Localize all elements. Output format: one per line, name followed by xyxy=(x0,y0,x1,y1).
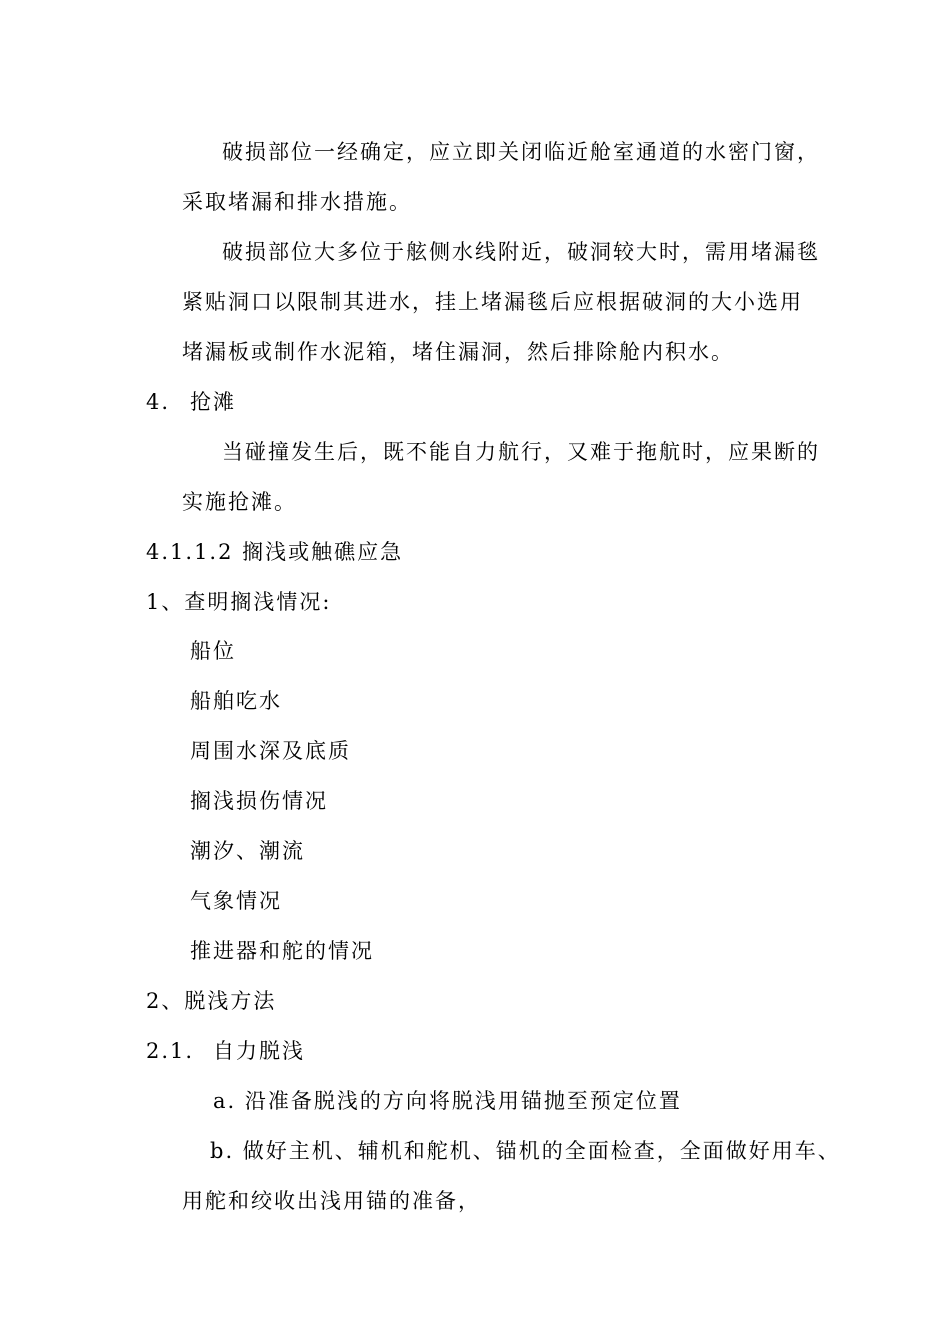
paragraph-line: 破损部位大多位于舷侧水线附近，破洞较大时，需用堵漏毯 xyxy=(222,240,820,264)
list-item: 气象情况 xyxy=(190,889,282,913)
list-item: 船位 xyxy=(190,639,236,663)
list-item: 潮汐、潮流 xyxy=(190,839,305,863)
paragraph-line: 紧贴洞口以限制其进水，挂上堵漏毯后应根据破洞的大小选用 xyxy=(182,290,803,314)
section-title: 抢滩 xyxy=(190,390,236,414)
paragraph-line: 用舵和绞收出浅用锚的准备， xyxy=(182,1189,481,1213)
section-number: 4. xyxy=(146,390,171,414)
list-item: 搁浅损伤情况 xyxy=(190,789,328,813)
list-item: 周围水深及底质 xyxy=(190,739,351,763)
section-heading: 2、脱浅方法 xyxy=(146,989,277,1013)
list-item: 推进器和舵的情况 xyxy=(190,939,374,963)
subsection-number: 2.1. xyxy=(146,1039,195,1063)
paragraph-line: 采取堵漏和排水措施。 xyxy=(182,190,412,214)
step-item: b. 做好主机、辅机和舵机、锚机的全面检查，全面做好用车、 xyxy=(210,1139,841,1163)
paragraph-line: 堵漏板或制作水泥箱，堵住漏洞，然后排除舱内积水。 xyxy=(182,340,734,364)
list-item: 船舶吃水 xyxy=(190,689,282,713)
paragraph-line: 破损部位一经确定，应立即关闭临近舱室通道的水密门窗， xyxy=(222,140,820,164)
section-heading: 4.1.1.2 搁浅或触礁应急 xyxy=(146,540,404,564)
list-heading: 1、查明搁浅情况: xyxy=(146,590,332,614)
paragraph-line: 当碰撞发生后，既不能自力航行，又难于拖航时，应果断的 xyxy=(222,440,820,464)
step-item: a. 沿准备脱浅的方向将脱浅用锚抛至预定位置 xyxy=(213,1089,682,1113)
paragraph-line: 实施抢滩。 xyxy=(182,490,297,514)
subsection-title: 自力脱浅 xyxy=(213,1039,305,1063)
